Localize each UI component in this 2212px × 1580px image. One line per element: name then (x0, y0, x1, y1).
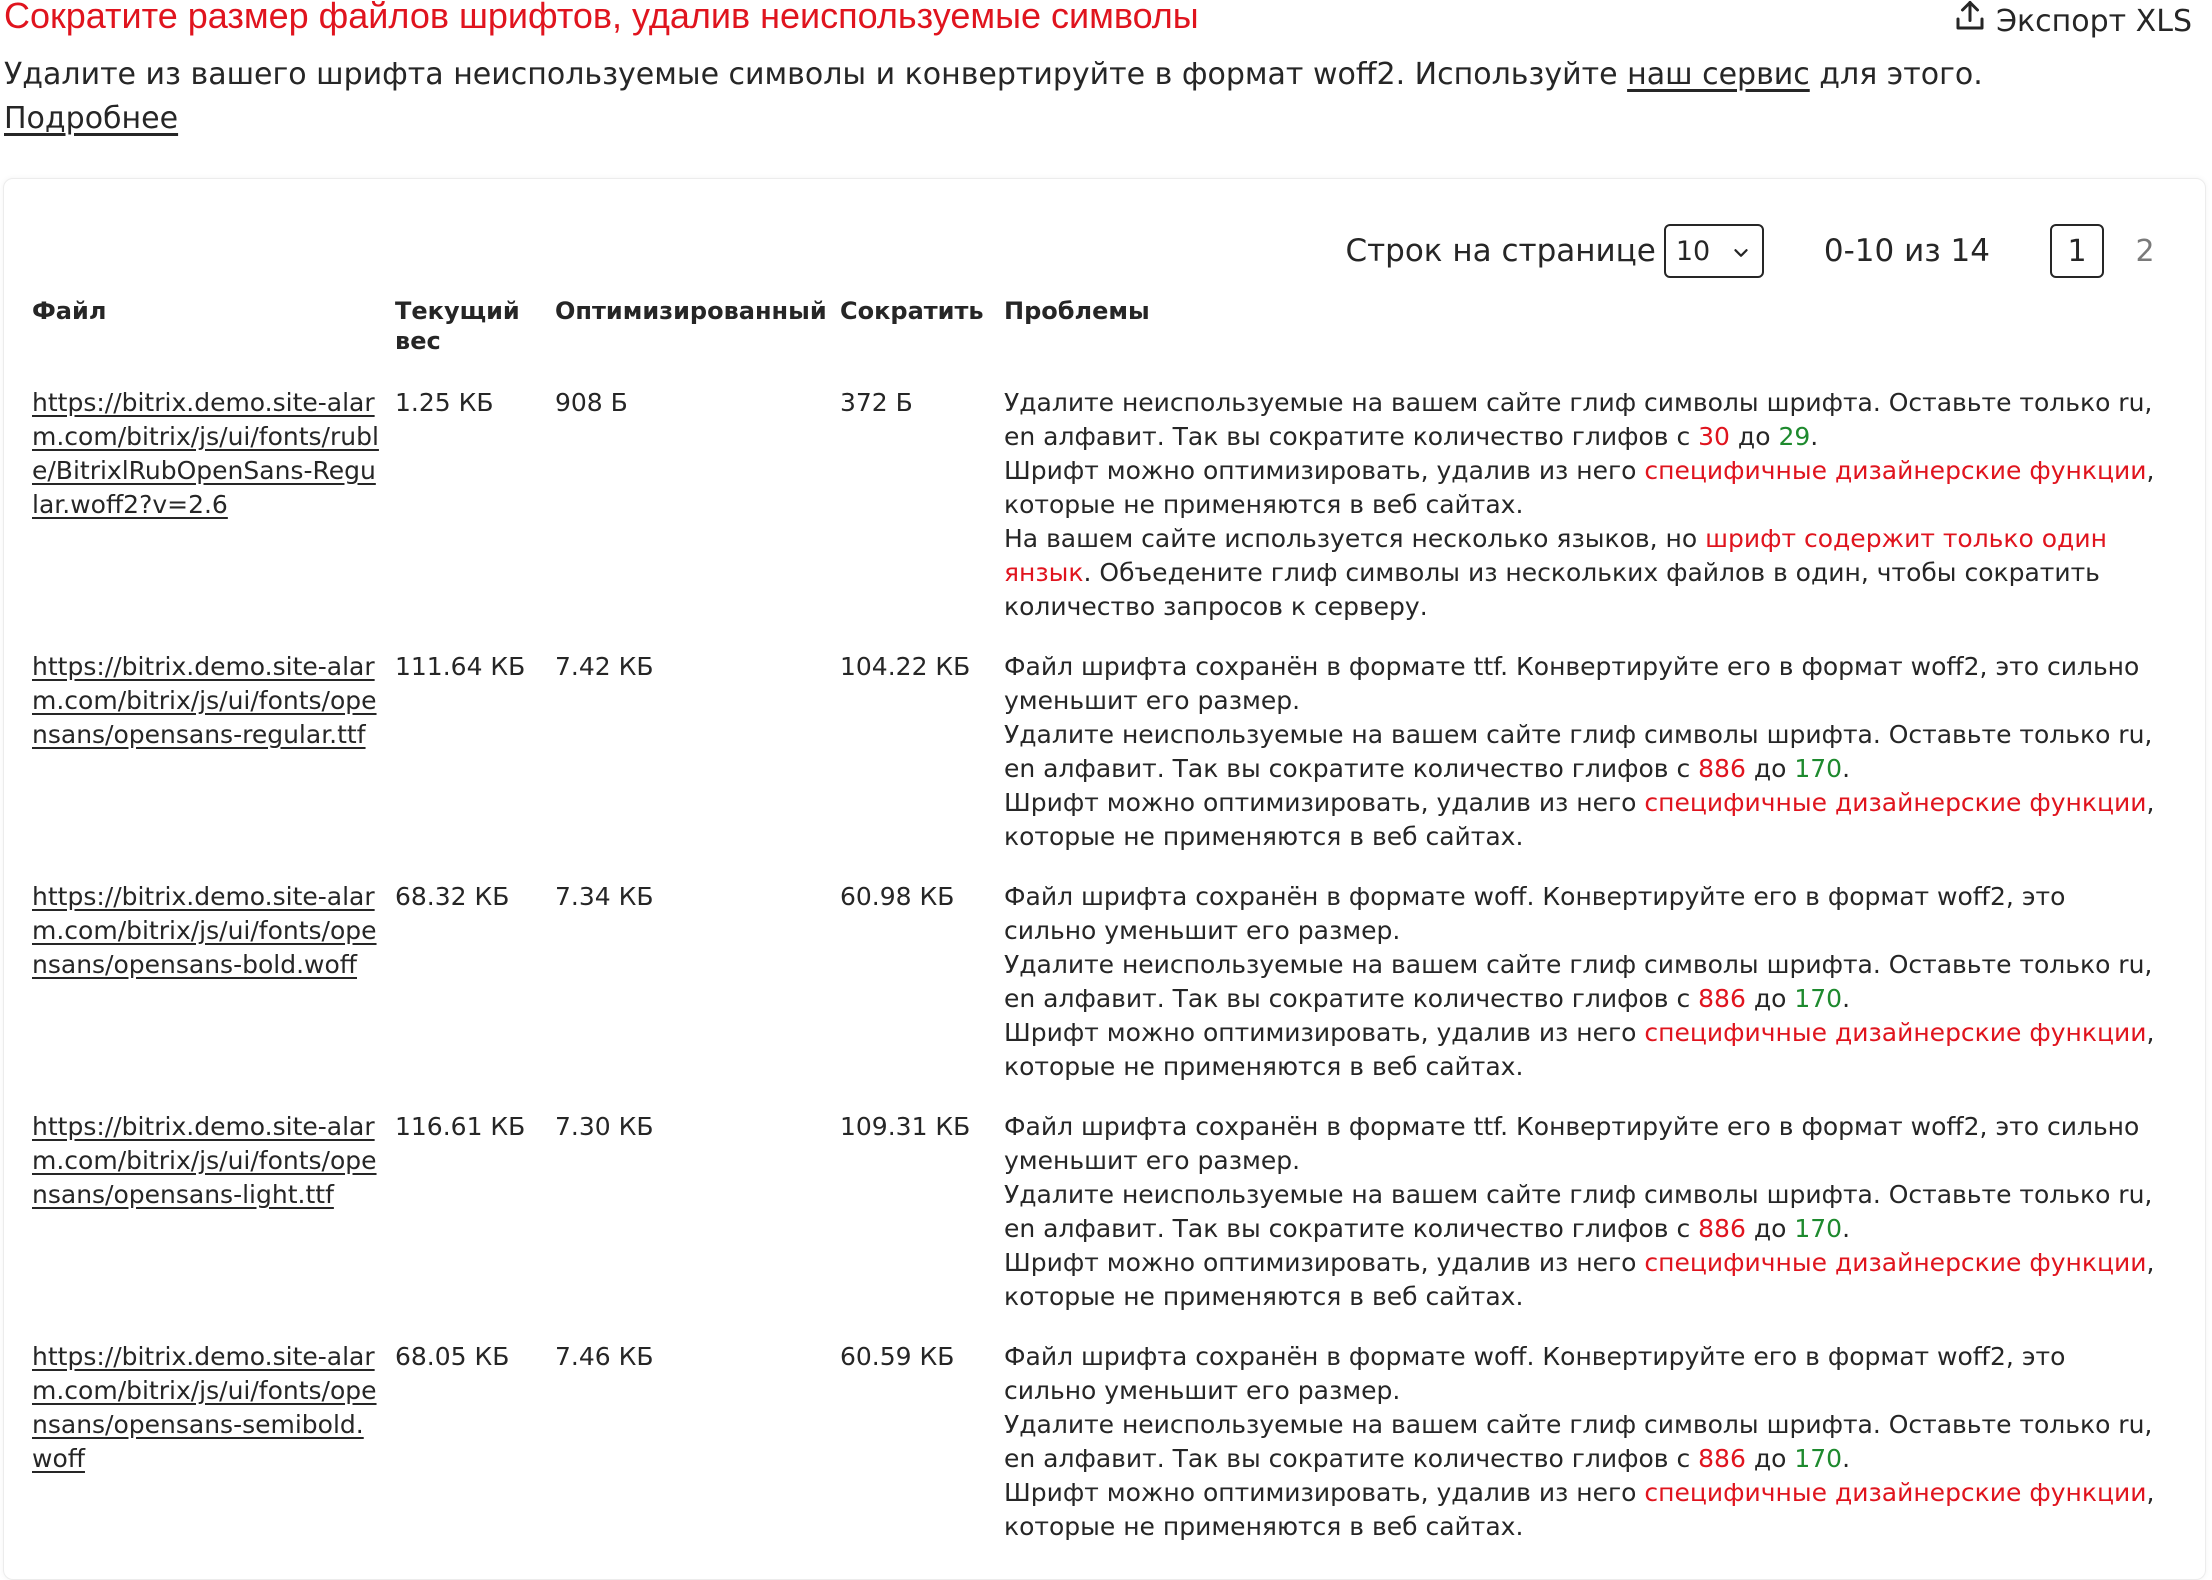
page-button-1[interactable]: 1 (2050, 224, 2104, 278)
problem-text (1004, 948, 2156, 1016)
current-weight-cell: 1.25 КБ (395, 388, 494, 417)
table-row (24, 1110, 2164, 1340)
problem-highlight: 29 (1778, 422, 1811, 451)
problem-segment: до (1745, 1444, 1795, 1473)
table-header-row (24, 292, 2164, 386)
intro-text-after: для этого. (1809, 57, 1983, 92)
our-service-link[interactable]: наш сервис (1627, 57, 1810, 92)
file-cell (24, 880, 387, 1110)
file-link[interactable]: https://bitrix.demo.site-alarm.com/bitrix/js/ui/fonts/ruble/BitrixlRubOpenSans-Regular.woff2?v=2.6 (32, 388, 379, 519)
problem-highlight: 886 (1698, 1444, 1746, 1473)
file-link[interactable]: https://bitrix.demo.site-alarm.com/bitrix/js/ui/fonts/opensans/opensans-light.ttf (32, 1112, 377, 1209)
rows-per-page-value: 10 (1675, 235, 1711, 267)
problem-text (1004, 1476, 2156, 1544)
problems-cell (996, 650, 2164, 880)
file-cell (24, 1110, 387, 1340)
intro-text (4, 54, 2154, 96)
problem-segment: , которые не применяются в веб сайтах. (1004, 788, 2155, 851)
intro-text-before: Удалите из вашего шрифта неиспользуемые символы и конвертируйте в формат woff2. Используйте (4, 57, 1628, 92)
problem-segment: Удалите неиспользуемые на вашем сайте глиф символы шрифта. Оставьте только ru, en алфавит. Так вы сократите количество глифов с (1004, 950, 2153, 1013)
optimized-weight-cell: 7.30 КБ (555, 1112, 654, 1141)
problem-highlight: специфичные дизайнерские функции (1644, 788, 2147, 817)
rows-per-page-select[interactable] (1664, 224, 1764, 278)
current-weight-cell: 68.32 КБ (395, 882, 510, 911)
problem-highlight: 170 (1794, 754, 1843, 783)
upload-icon (1952, 0, 1988, 45)
column-header-file: Файл (32, 297, 107, 325)
problem-segment: . (1842, 754, 1851, 783)
problem-highlight: 170 (1794, 1444, 1843, 1473)
problem-highlight: 170 (1794, 1214, 1843, 1243)
optimized-weight-cell: 7.42 КБ (555, 652, 654, 681)
problem-segment: Удалите неиспользуемые на вашем сайте глиф символы шрифта. Оставьте только ru, en алфавит. Так вы сократите количество глифов с (1004, 1410, 2153, 1473)
problem-text (1004, 650, 2156, 718)
file-cell (24, 386, 387, 650)
problem-segment: Файл шрифта сохранён в формате woff. Конвертируйте его в формат woff2, это сильно уменьшит его размер. (1004, 882, 2066, 945)
problem-segment: Шрифт можно оптимизировать, удалив из него (1004, 1478, 1645, 1507)
table-row (24, 386, 2164, 650)
problem-highlight: специфичные дизайнерские функции (1644, 1478, 2147, 1507)
problem-text (1004, 522, 2156, 624)
problem-highlight: специфичные дизайнерские функции (1644, 456, 2147, 485)
column-header-problems: Проблемы (1004, 297, 1150, 325)
fonts-table (24, 292, 2164, 1570)
rows-per-page-label: Строк на странице (1345, 233, 1656, 269)
problem-segment: Удалите неиспользуемые на вашем сайте глиф символы шрифта. Оставьте только ru, en алфавит. Так вы сократите количество глифов с (1004, 1180, 2153, 1243)
export-xls-label: Экспорт XLS (1996, 3, 2192, 39)
problem-highlight: специфичные дизайнерские функции (1644, 1018, 2147, 1047)
chevron-down-icon (1730, 240, 1752, 262)
problem-segment: , которые не применяются в веб сайтах. (1004, 1018, 2155, 1081)
problems-cell (996, 1340, 2164, 1570)
current-weight-cell: 111.64 КБ (395, 652, 526, 681)
optimized-weight-cell: 7.34 КБ (555, 882, 654, 911)
table-row (24, 880, 2164, 1110)
problem-segment: до (1745, 984, 1795, 1013)
page-title: Сократите размер файлов шрифтов, удалив неиспользуемые символы (4, 0, 1199, 36)
problem-segment: На вашем сайте используется несколько языков, но (1004, 524, 1706, 553)
optimized-weight-cell: 908 Б (555, 388, 628, 417)
problem-highlight: шрифт содержит только один янзык (1004, 524, 2107, 587)
problem-text (1004, 1178, 2156, 1246)
problem-text (1004, 880, 2156, 948)
file-link[interactable]: https://bitrix.demo.site-alarm.com/bitrix/js/ui/fonts/opensans/opensans-bold.woff (32, 882, 377, 979)
pagination-bar (1345, 224, 2172, 278)
file-link[interactable]: https://bitrix.demo.site-alarm.com/bitrix/js/ui/fonts/opensans/opensans-semibold.woff (32, 1342, 377, 1473)
problem-segment: , которые не применяются в веб сайтах. (1004, 456, 2155, 519)
problem-text (1004, 1110, 2156, 1178)
problem-segment: Шрифт можно оптимизировать, удалив из него (1004, 456, 1645, 485)
problem-segment: . (1810, 422, 1819, 451)
problem-segment: Удалите неиспользуемые на вашем сайте глиф символы шрифта. Оставьте только ru, en алфавит. Так вы сократите количество глифов с (1004, 388, 2153, 451)
problem-text (1004, 386, 2156, 454)
problem-segment: . Объедените глиф символы из нескольких файлов в один, чтобы сократить количество запросов к серверу. (1004, 558, 2100, 621)
problem-text (1004, 1016, 2156, 1084)
problem-highlight: 30 (1698, 422, 1730, 451)
problem-segment: до (1745, 754, 1795, 783)
reduce-size-cell: 372 Б (840, 388, 913, 417)
column-header-optimized: Оптимизированный (555, 297, 827, 325)
table-row (24, 1340, 2164, 1570)
reduce-size-cell: 60.59 КБ (840, 1342, 955, 1371)
problem-segment: , которые не применяются в веб сайтах. (1004, 1478, 2155, 1541)
file-cell (24, 650, 387, 880)
column-header-reduce: Сократить (840, 297, 984, 325)
problem-highlight: 886 (1698, 754, 1746, 783)
export-xls-button[interactable] (1952, 0, 2192, 45)
current-weight-cell: 68.05 КБ (395, 1342, 510, 1371)
problem-text (1004, 1246, 2156, 1314)
problem-segment: . (1842, 1444, 1851, 1473)
problems-cell (996, 880, 2164, 1110)
problem-segment: Шрифт можно оптимизировать, удалив из него (1004, 1018, 1645, 1047)
problems-cell (996, 386, 2164, 650)
problem-highlight: 886 (1698, 1214, 1746, 1243)
reduce-size-cell: 109.31 КБ (840, 1112, 971, 1141)
more-info-link[interactable]: Подробнее (4, 101, 179, 136)
problem-segment: до (1729, 422, 1779, 451)
reduce-size-cell: 104.22 КБ (840, 652, 971, 681)
problem-segment: . (1842, 984, 1851, 1013)
problem-segment: Шрифт можно оптимизировать, удалив из него (1004, 1248, 1645, 1277)
problem-highlight: 886 (1698, 984, 1746, 1013)
problems-cell (996, 1110, 2164, 1340)
problem-text (1004, 718, 2156, 786)
problem-text (1004, 786, 2156, 854)
page-button-2[interactable]: 2 (2135, 233, 2155, 269)
current-weight-cell: 116.61 КБ (395, 1112, 526, 1141)
pagination-range: 0-10 из 14 (1823, 233, 1990, 269)
table-row (24, 650, 2164, 880)
reduce-size-cell: 60.98 КБ (840, 882, 955, 911)
optimized-weight-cell: 7.46 КБ (555, 1342, 654, 1371)
problem-highlight: специфичные дизайнерские функции (1644, 1248, 2147, 1277)
problem-segment: до (1745, 1214, 1795, 1243)
problem-text (1004, 454, 2156, 522)
problem-text (1004, 1340, 2156, 1408)
problem-segment: . (1842, 1214, 1851, 1243)
problem-segment: Файл шрифта сохранён в формате ttf. Конвертируйте его в формат woff2, это сильно уменьшит его размер. (1004, 1112, 2140, 1175)
problem-highlight: 170 (1794, 984, 1843, 1013)
problem-segment: Удалите неиспользуемые на вашем сайте глиф символы шрифта. Оставьте только ru, en алфавит. Так вы сократите количество глифов с (1004, 720, 2153, 783)
problem-segment: Файл шрифта сохранён в формате ttf. Конвертируйте его в формат woff2, это сильно уменьшит его размер. (1004, 652, 2140, 715)
column-header-current-weight: Текущий вес (395, 297, 520, 355)
problem-segment: , которые не применяются в веб сайтах. (1004, 1248, 2155, 1311)
problem-segment: Шрифт можно оптимизировать, удалив из него (1004, 788, 1645, 817)
problem-text (1004, 1408, 2156, 1476)
problem-segment: Файл шрифта сохранён в формате woff. Конвертируйте его в формат woff2, это сильно уменьшит его размер. (1004, 1342, 2066, 1405)
file-cell (24, 1340, 387, 1570)
file-link[interactable]: https://bitrix.demo.site-alarm.com/bitrix/js/ui/fonts/opensans/opensans-regular.ttf (32, 652, 377, 749)
